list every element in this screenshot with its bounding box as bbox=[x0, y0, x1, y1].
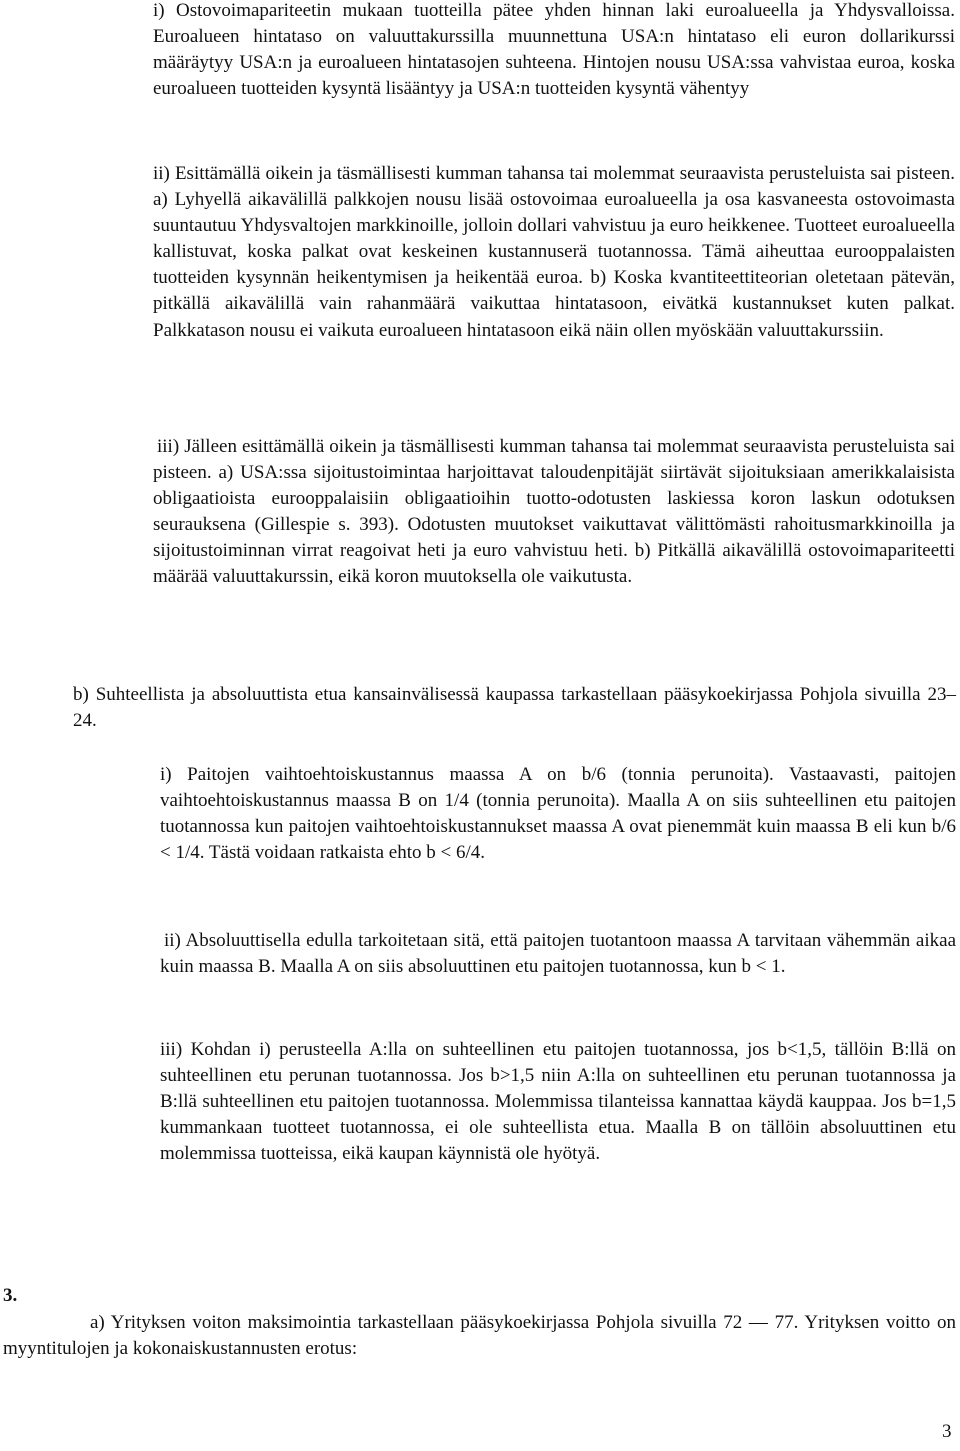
section-number: 3. bbox=[3, 1285, 18, 1306]
paragraph-ppp-ii: ii) Esittämällä oikein ja täsmällisesti kumman tahansa tai molemmat seuraavista perusteluista sai pisteen. a) Lyhyellä aikavälillä palkkojen nousu lisää ostovoimaa euroalueella ja osa kasvaneesta ostovoimasta suuntautuu Yhdysvaltojen markkinoille, jolloin dollari vahvistuu ja euro heikkenee. Tuotteet euroalueella kallistuvat, koska palkat ovat keskeinen kustannuserä tuotannossa. Tämä aiheuttaa eurooppalaisten tuotteiden kysynnän heikentymisen ja heikentää euroa. b) Koska kvantiteettiteorian oletetaan pätevän, pitkällä aikavälillä vain rahanmäärä vaikuttaa hintatasoon, eivätkä kustannukset kuten palkat. Palkkatason nousu ei vaikuta euroalueen hintatasoon eikä näin ollen myöskään valuuttakurssiin. bbox=[153, 163, 955, 341]
paragraph-ppp-i: i) Ostovoimapariteetin mukaan tuotteilla pätee yhden hinnan laki euroalueella ja Yhdysvalloissa. Euroalueen hintataso on valuuttakurssilla muunnettuna USA:n hintataso eli euron dollarikurssi määräytyy USA:n ja euroalueen hintatasojen suhteena. Hintojen nousu USA:ssa vahvistaa euroa, koska euroalueen tuotteiden kysyntä lisääntyy ja USA:n tuotteiden kysyntä vähentyy bbox=[153, 0, 955, 100]
paragraph-ppp-iii: iii) Jälleen esittämällä oikein ja täsmällisesti kumman tahansa tai molemmat seuraavista perusteluista sai pisteen. a) USA:ssa sijoitustoimintaa harjoittavat taloudenpitäjät siirtävät sijoituksiaan amerikkalaisista obligaatioista eurooppalaisiin obligaatioihin tuotto-odotusten laskiessa koron laskun odotuksen seurauksena (Gillespie s. 393). Odotusten muutokset vaikuttavat välittömästi rahoitusmarkkinoilla ja sijoitustoiminnan virrat reagoivat heti ja euro vahvistuu heti. b) Pitkällä aikavälillä ostovoimapariteetti määrää valuuttakurssin, eikä koron muutoksella ole vaikutusta. bbox=[153, 436, 955, 588]
paragraph-b-advantage: b) Suhteellista ja absoluuttista etua kansainvälisessä kaupassa tarkastellaan pääsykoekirjassa Pohjola sivuilla 23–24. bbox=[73, 684, 956, 732]
paragraph-adv-iii: iii) Kohdan i) perusteella A:lla on suhteellinen etu paitojen tuotannossa, jos b<1,5, tällöin B:llä on suhteellinen etu perunan tuotannossa. Jos b>1,5 niin A:lla on suhteellinen etu perunan tuotannossa ja B:llä suhteellinen etu paitojen tuotannossa. Molemmissa tilanteissa kannattaa käydä kauppaa. Jos b=1,5 kummankaan tuotteet tuotannossa, ei ole suhteellista etua. Maalla B on tällöin absoluuttinen etu molemmissa tuotteissa, eikä kaupan käynnistä ole hyötyä. bbox=[160, 1039, 956, 1165]
page-number: 3 bbox=[942, 1421, 952, 1442]
paragraph-adv-i: i) Paitojen vaihtoehtoiskustannus maassa A on b/6 (tonnia perunoita). Vastaavasti, paitojen vaihtoehtoiskustannus maassa B on 1/4 (tonnia perunoita). Maalla A on siis suhteellinen etu paitojen tuotannossa kun paitojen vaihtoehtoiskustannukset maassa A ovat pienemmät kuin maassa B eli kun b/6 < 1/4. Tästä voidaan ratkaista ehto b < 6/4. bbox=[160, 764, 956, 864]
paragraph-adv-ii: ii) Absoluuttisella edulla tarkoitetaan sitä, että paitojen tuotantoon maassa A tarvitaan vähemmän aikaa kuin maassa B. Maalla A on siis absoluuttinen etu paitojen tuotannossa, kun b < 1. bbox=[160, 930, 956, 978]
section-intro: a) Yrityksen voiton maksimointia tarkastellaan pääsykoekirjassa Pohjola sivuilla 72 — 77. Yrityksen voitto on myyntitulojen ja kokonaiskustannusten erotus: bbox=[3, 1312, 956, 1360]
